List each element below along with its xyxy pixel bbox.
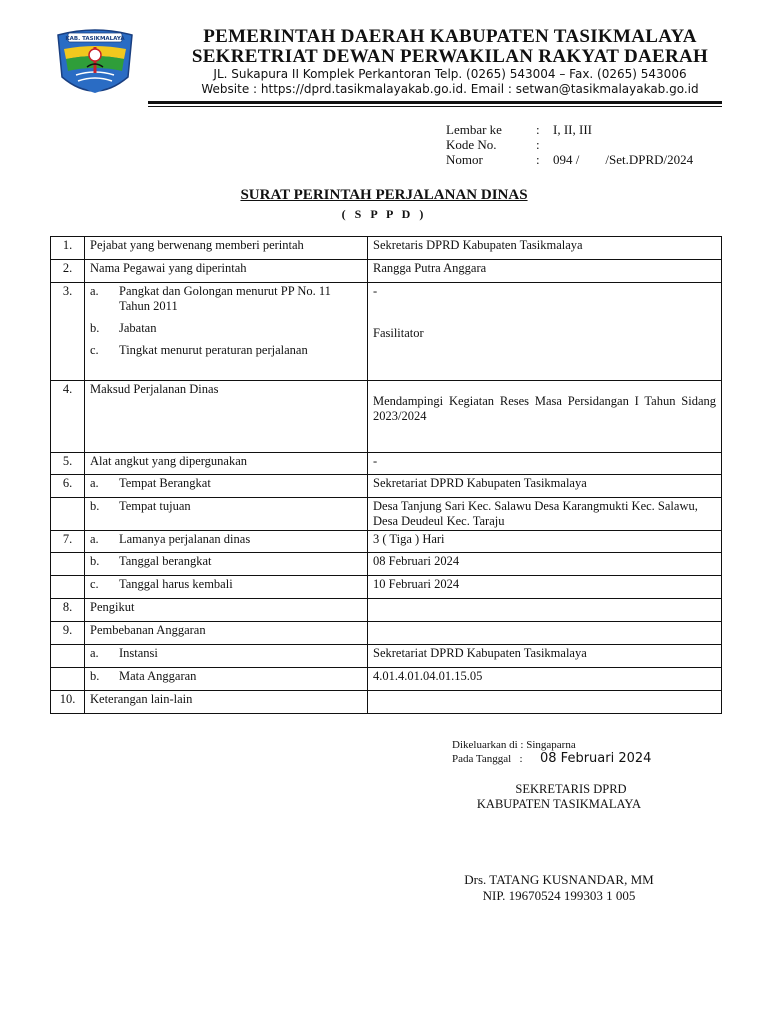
row-label: Alat angkut yang dipergunakan	[85, 453, 368, 475]
sub-letter: b.	[90, 554, 100, 568]
row-number	[51, 645, 85, 668]
row-label	[85, 531, 368, 553]
row-value	[368, 622, 722, 645]
row-value	[368, 599, 722, 622]
letterhead-address: JL. Sukapura II Komplek Perkantoran Telp. (0265) 543004 – Fax. (0265) 543006	[213, 67, 687, 81]
row-number: 6.	[51, 475, 85, 498]
sub-label: Tanggal harus kembali	[119, 577, 233, 591]
table-row	[51, 645, 722, 668]
issued-place: Dikeluarkan di : Singaparna	[452, 739, 576, 751]
row-number	[51, 576, 85, 599]
ref-lembar-label: Lembar ke	[446, 122, 502, 137]
table-row	[51, 599, 722, 622]
table-row	[51, 531, 722, 553]
sub-letter: b.	[90, 669, 100, 683]
sub-letter: c.	[90, 343, 99, 357]
issued-date-label: Pada Tanggal :	[452, 753, 523, 765]
row-value: Sekretariat DPRD Kabupaten Tasikmalaya	[368, 475, 722, 498]
ref-nomor-value: 094 / /Set.DPRD/2024	[553, 152, 694, 167]
ref-colon: :	[536, 137, 540, 152]
sub-letter: a.	[90, 476, 99, 490]
row-label	[85, 576, 368, 599]
table-row	[51, 475, 722, 498]
sub-letter: b.	[90, 499, 100, 513]
row-label	[85, 283, 368, 381]
purpose-text: Mendampingi Kegiatan Reses Masa Persidangan I Tahun Sidang 2023/2024	[373, 394, 716, 423]
sub-label: Pangkat dan Golongan menurut PP No. 11 Tahun 2011	[119, 284, 331, 313]
row-number: 10.	[51, 691, 85, 714]
table-row	[51, 260, 722, 283]
letterhead-rule-thick	[148, 101, 722, 104]
row-number: 3.	[51, 283, 85, 381]
signatory-office-regency: KABUPATEN TASIKMALAYA	[476, 797, 642, 811]
table-row	[51, 622, 722, 645]
document-title: SURAT PERINTAH PERJALANAN DINAS	[240, 187, 528, 203]
row-label	[85, 645, 368, 668]
row-number	[51, 668, 85, 691]
row-number: 4.	[51, 381, 85, 453]
sub-label: Tingkat menurut peraturan perjalanan	[119, 343, 308, 357]
row-number	[51, 498, 85, 531]
sub-letter: a.	[90, 646, 99, 660]
sub-label: Instansi	[119, 646, 158, 660]
sub-label: Jabatan	[119, 321, 157, 335]
row-value: 3 ( Tiga ) Hari	[368, 531, 722, 553]
row-label	[85, 498, 368, 531]
ref-colon: :	[536, 152, 540, 167]
row-label	[85, 553, 368, 576]
row-label: Nama Pegawai yang diperintah	[85, 260, 368, 283]
table-row	[51, 668, 722, 691]
sub-label: Tempat Berangkat	[119, 476, 211, 490]
row-label: Maksud Perjalanan Dinas	[85, 381, 368, 453]
sub-letter: c.	[90, 577, 99, 591]
signatory-nip: NIP. 19670524 199303 1 005	[482, 888, 636, 903]
row-number: 8.	[51, 599, 85, 622]
sppd-table	[50, 236, 722, 714]
table-row	[51, 283, 722, 381]
row-label: Keterangan lain-lain	[85, 691, 368, 714]
logo-text: KAB. TASIKMALAYA	[65, 36, 125, 42]
row-label	[85, 475, 368, 498]
ref-kode	[446, 137, 746, 152]
document-subtitle: ( S P P D )	[341, 207, 427, 221]
row-value: 4.01.4.01.04.01.15.05	[368, 668, 722, 691]
sub-letter: a.	[90, 532, 99, 546]
ref-colon: :	[536, 122, 540, 137]
table-row	[51, 691, 722, 714]
row-value: 08 Februari 2024	[368, 553, 722, 576]
sub-label: Lamanya perjalanan dinas	[119, 532, 251, 546]
row-number: 1.	[51, 237, 85, 260]
sub-letter: b.	[90, 321, 100, 335]
issued-date-value: 08 Februari 2024	[540, 751, 652, 766]
table-row	[51, 453, 722, 475]
ref-kode-label: Kode No.	[446, 137, 497, 152]
row-number: 5.	[51, 453, 85, 475]
ref-nomor	[446, 152, 746, 167]
regency-logo	[54, 27, 136, 99]
letterhead-rule-thin	[148, 106, 722, 107]
sub-value: -	[373, 284, 378, 298]
sub-letter: a.	[90, 284, 99, 298]
table-row	[51, 553, 722, 576]
row-number: 2.	[51, 260, 85, 283]
signatory-office: SEKRETARIS DPRD	[515, 782, 627, 796]
row-number: 9.	[51, 622, 85, 645]
table-row	[51, 498, 722, 531]
row-value: Rangga Putra Anggara	[368, 260, 722, 283]
row-number	[51, 553, 85, 576]
row-value: Sekretaris DPRD Kabupaten Tasikmalaya	[368, 237, 722, 260]
letterhead-government: PEMERINTAH DAERAH KABUPATEN TASIKMALAYA	[203, 26, 697, 47]
sub-value: Fasilitator	[373, 326, 424, 340]
ref-lembar	[446, 122, 746, 137]
sub-label: Tanggal berangkat	[119, 554, 212, 568]
table-row	[51, 576, 722, 599]
letterhead-website: Website : https://dprd.tasikmalayakab.go.id. Email : setwan@tasikmalayakab.go.id	[201, 82, 699, 96]
signatory-name: Drs. TATANG KUSNANDAR, MM	[464, 872, 654, 887]
row-label	[85, 668, 368, 691]
table-row	[51, 237, 722, 260]
row-value: Sekretariat DPRD Kabupaten Tasikmalaya	[368, 645, 722, 668]
letterhead-secretariat: SEKRETRIAT DEWAN PERWAKILAN RAKYAT DAERAH	[191, 46, 709, 67]
row-value: 10 Februari 2024	[368, 576, 722, 599]
row-value	[368, 283, 722, 381]
row-value: Desa Tanjung Sari Kec. Salawu Desa Karangmukti Kec. Salawu, Desa Deudeul Kec. Taraju	[368, 498, 722, 531]
ref-nomor-label: Nomor	[446, 152, 483, 167]
sub-label: Mata Anggaran	[119, 669, 197, 683]
row-label: Pengikut	[85, 599, 368, 622]
row-label: Pejabat yang berwenang memberi perintah	[85, 237, 368, 260]
sub-label: Tempat tujuan	[119, 499, 191, 513]
row-number: 7.	[51, 531, 85, 553]
row-value	[368, 381, 722, 453]
table-row	[51, 381, 722, 453]
row-label: Pembebanan Anggaran	[85, 622, 368, 645]
ref-lembar-value: I, II, III	[553, 122, 592, 137]
row-value: -	[368, 453, 722, 475]
row-value	[368, 691, 722, 714]
